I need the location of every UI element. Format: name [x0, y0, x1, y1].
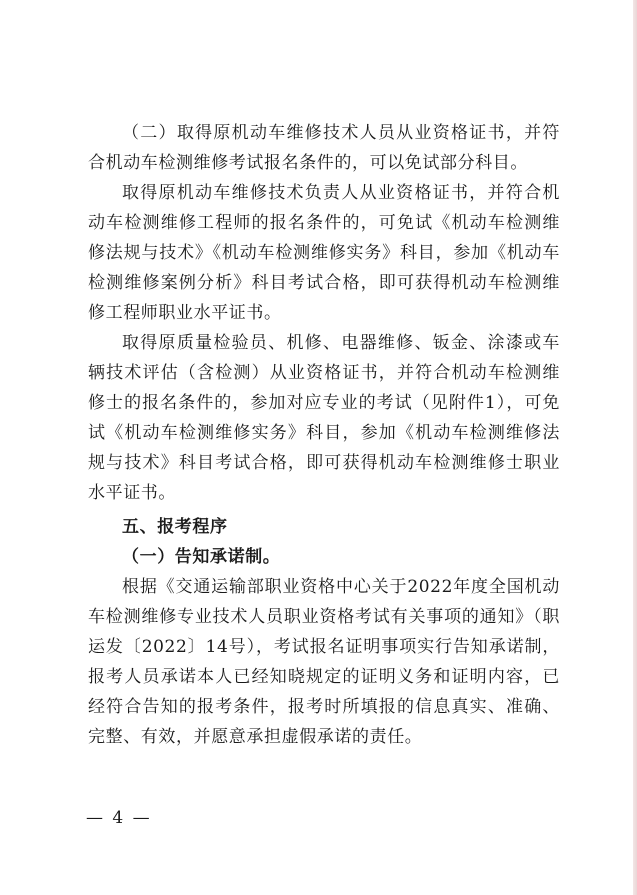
paragraph-commitment-system: 根据《交通运输部职业资格中心关于2022年度全国机动车检测维修专业技术人员职业资格考试有关事项的通知》（职运发〔2022〕14号），考试报名证明事项实行告知承诺制，报考人员承诺本人已经知晓规定的证明义务和证明内容，已经符合告知的报考条件，报考时所填报的信息真实、准确、完整、有效，并愿意承担虚假承诺的责任。	[88, 577, 560, 747]
paragraph-technician-exemption: 取得原质量检验员、机修、电器维修、钣金、涂漆或车辆技术评估（含检测）从业资格证书，并符合机动车检测维修士的报名条件的，参加对应专业的考试（见附件1），可免试《机动车检测维修实务》科目，参加《机动车检测维修法规与技术》科目考试合格，即可获得机动车检测维修士职业水平证书。	[88, 333, 560, 503]
page-edge	[633, 0, 637, 895]
section-heading: 五、报考程序	[122, 517, 228, 537]
subsection-heading: （一）告知承诺制。	[122, 547, 281, 567]
document-body	[88, 118, 560, 752]
paragraph-engineer-exemption: 取得原机动车维修技术负责人从业资格证书，并符合机动车检测维修工程师的报名条件的，可免试《机动车检测维修法规与技术》《机动车检测维修实务》科目，参加《机动车检测维修案例分析》科目考试合格，即可获得机动车检测维修工程师职业水平证书。	[88, 183, 560, 323]
page-number: — 4 —	[86, 808, 152, 828]
paragraph-exemption-intro: （二）取得原机动车维修技术人员从业资格证书，并符合机动车检测维修考试报名条件的，可以免试部分科目。	[88, 123, 560, 173]
